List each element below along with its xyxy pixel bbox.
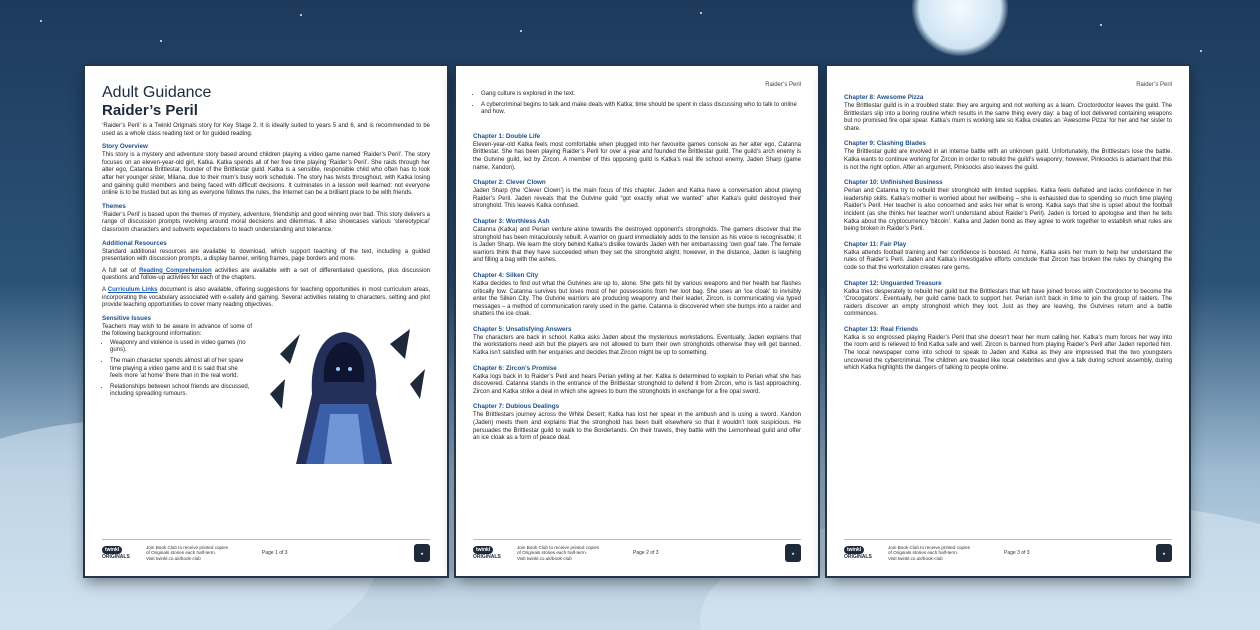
curriculum-links-paragraph [102,287,430,310]
moon [912,0,1008,56]
sensitive-text: Teachers may wish to be aware in advance of some of the following background information: [102,323,252,338]
document-page-1 [85,66,447,576]
chapter-heading: Chapter 6: Zircon’s Promise [473,364,557,372]
chapter-summary: Perian and Catanna try to rebuild their stronghold with limited supplies. Katka feels deflated and lacks confidence in her leadership skills. Katka’s mother is worried about her wellbeing – she is exhausted due to spending so much time playing Raider’s Peril. Her teacher is also concerned and asks her what is wrong. Katka says that she is upset about the football incident (as she thinks her teacher won’t understand about Raider’s Peril). Jaden is forced to apologise and then he tells Katka about the cryptocurrency ‘bitcoin’. Katka and Jaden bond as they agree to work together to establish what rules are being broken in Raider’s Peril. [844,188,1172,233]
chapter-heading: Chapter 13: Real Friends [844,325,919,333]
sensitive-section [102,324,430,466]
twinkl-originals-logo: twinkl ORIGINALS [102,547,130,560]
resources-text: Standard additional resources are available to download, which support teaching of the text, including a guided presentation with discussion prompts, a display banner, writing frames, page borders and more. [102,248,430,263]
reading-comprehension-link[interactable]: Reading Comprehension [139,267,212,274]
page-footer [844,539,1172,566]
intro-text: ‘Raider’s Peril’ is a Twinkl Originals story for Key Stage 2. It is ideally suited to years 5 and 6, and is recommended to be used as a whole class reading text or for guided reading. [102,123,430,137]
star [160,40,162,42]
chapter-summary: Catanna (Katka) and Perian venture alone towards the destroyed opponent’s strongholds. The gamers discover that the stronghold has been miraculously rebuilt. A warrior on guard immediately adds to the tension as his voice is recognisable; it is Jaden Sharp. We learn the story behind Katka’s dislike towards Jaden with her embarrassing ‘own goal’ tale. The female warriors think that they have succeeded when they set the stronghold alight; however, in the distance, Jaden is laughing and filling a bag with the ashes. [473,226,801,264]
chapter-summary: Katka decides to find out what the Gutvines are up to, alone. She gets hit by various weapons and her health bar flashes critically low. Catanna survives but loses most of her possessions from her loot bag. She uses an ‘ice cloak’ to invisibly enter the Silken City. The Gutvine warriors are producing weaponry and their leader, Zircon, is communicating via typed messages – a method of communication rarely used in the game. Catanna is discovered when she bumps into a raider and shatters the ice cloak. [473,280,801,318]
chapter-summary: Katka logs back in to Raider’s Peril and hears Perian yelling at her. Katka is determined to explain to Perian what she has discovered. Catanna stands in the entrance of the Brittlestar stronghold to defend it from Zircon, who is fast approaching. Zircon and Katka strike a deal in which she agrees to burn the strongholds in exchange for a fire opal sword. [473,373,801,395]
story-title: Raider’s Peril [102,102,198,119]
chapter-heading: Chapter 4: Silken City [473,271,539,279]
cl-text-before: A [102,286,108,293]
star [1200,50,1202,52]
star [700,12,702,14]
rc-text-after: activities are available with a set of differentiated questions, plus discussion questions and follow-up activities for each of the chapters. [102,267,430,282]
star [300,14,302,16]
hooded-figure-illustration [260,324,428,466]
running-head: Raider’s Peril [1136,82,1172,88]
themes-text: ‘Raider’s Peril’ is based upon the themes of mystery, adventure, friendship and good winning over bad. This story delivers a range of discussion prompts revolving around moral decisions and dilemmas. It also showcases various ‘stereotypical’ classroom characters and subverts expectations to teach understanding and tolerance. [102,211,430,233]
section-heading: Additional Resources [102,239,167,247]
list-item: • The main character spends almost all of her spare time playing a video game and it is said that she feels more ‘at home’ there than in the real world. [110,358,252,381]
chapter-summary: The Brittlestars journey across the White Desert; Katka has lost her spear in the ambush and is using a sword. Xandon (Jaden) meets them and explains that the stronghold has been built elsewhere so that it wouldn’t look suspicious. He persuades the Brittlestar guild to walk to the Borderlands. On their travels, they battle with the Lemonhead guild and offer an ice cloak as a form of peace deal. [473,412,801,442]
chapter-summary: The characters are back in school. Katka asks Jaden about the mysterious workstations. Eventually, Jaden explains that the workstations need ash but the players are not allowed to burn their own strongholds otherwise they will get banned. Katka isn’t satisfied with her enquiries and decides that Zircon might be up to something. [473,334,801,357]
chapter-summary: The Brittlestar guild are involved in an intense battle with an unknown guild. Unfortunately, the Brittlestars lose the battle. Katka wants to continue working for Zircon in order to rebuild the guild’s weaponry; however, Pinksocks is adamant that this is not the right option. After an argument, Pinksocks also leaves the guild. [844,149,1172,171]
book-club-note: Join Book Club to receive printed copies of Originals stories each half-term. Visit twinkl.co.uk/book-club [517,544,599,561]
chapter-heading: Chapter 8: Awesome Pizza [844,94,924,101]
curriculum-links-link[interactable]: Curriculum Links [107,286,158,293]
chapter-summary: The Brittlestar guild is in a troubled state: they are arguing and not working as a team. Croctordoctor leaves the guild. The Brittlestars slip into a boring routine which results in the same thing every day: a bag of loot delivered containing weapons but no promised fire opal spear. Katka’s mum is working late so Katka creates an ‘Awesome Pizza’ for her and her sister to share. [844,103,1172,132]
chapter-heading: Chapter 2: Clever Clown [473,179,546,187]
twinkl-originals-logo: twinkl ORIGINALS [473,547,501,560]
chapter-summary: Katka attends football training and her confidence is boosted. At home, Katka asks her mum to help her understand the rules of Raider’s Peril. Jaden and Katka’s investigative efforts conclude that Zircon has broken the rules by changing the code so that the workstation creates rare gems. [844,249,1172,271]
list-item: • Relationships between school friends are discussed, including spreading rumours. [110,384,252,399]
list-item: • A cybercriminal begins to talk and make deals with Katka; time should be spent in class discussing who to talk to online and how. [481,102,801,117]
chapter-heading: Chapter 7: Dubious Dealings [473,403,560,411]
badge-icon: ★ [785,544,801,562]
star [520,30,522,32]
chapter-heading: Chapter 3: Worthless Ash [473,217,550,225]
chapter-summary: Jaden Sharp (the ‘Clever Clown’) is the main focus of this chapter. Jaden and Katka have a conversation about playing Raider’s Peril. Jaden reveals that the Gutvine guild “got exactly what we wanted” after Katka’s guild destroyed their stronghold. This leaves Katka confused. [473,188,801,210]
chapter-heading: Chapter 5: Unsatisfying Answers [473,325,572,333]
document-page-2 [456,66,818,576]
chapter-summary: Eleven-year-old Katka feels most comfortable when plugged into her favourite games console as her alter ego, Catanna Brittlestar. She has been playing Raider’s Peril for over a year and founded the Brittlestar guild. The guild’s arch enemy is the Gutvine guild, led by Zircon. A member of this opposing guild is Katka’s real life school enemy, Jaden Sharp (game name, Xandon). [473,141,801,171]
chapter-heading: Chapter 9: Clashing Blades [844,140,926,148]
star [1100,24,1102,26]
star [40,20,42,22]
reading-comprehension-paragraph [102,268,430,283]
section-heading: Sensitive Issues [102,314,152,322]
book-club-note: Join Book Club to receive printed copies of Originals stories each half-term. Visit twinkl.co.uk/book-club [888,544,970,561]
page-number: Page 1 of 3 [262,550,288,556]
document-page-3 [827,66,1189,576]
badge-icon: ★ [414,544,430,562]
rc-text-before: A full set of [102,267,140,274]
page-title: Adult Guidance [102,84,212,101]
page-footer [473,539,801,566]
list-item: • Weaponry and violence is used in video games (no guns). [110,340,252,355]
chapter-summary: Katka tries desperately to rebuild her guild but the Brittlestars that left have joined forces with Croctordoctor to become the ‘Crocogators’. Eventually, her guild came back to support her. Perian isn’t back in time to join the group of raiders. The raiders discover an empty stronghold which they loot. Just as they are leaving, the Gutvines return and a battle commences. [844,288,1172,318]
cl-text-after: document is also available, offering suggestions for teaching opportunities in most curriculum areas, incorporating the vocabulary associated with e-safety and gaming. Several activities relating to characters, setting and plot provide teaching opportunities to cover many reading objectives. [102,286,431,309]
chapter-heading: Chapter 1: Double Life [473,132,541,140]
book-club-note: Join Book Club to receive printed copies of Originals stories each half-term. Visit twinkl.co.uk/book-club [146,544,228,561]
chapter-heading: Chapter 12: Unguarded Treasure [844,279,942,287]
page-number: Page 3 of 3 [1004,550,1030,556]
twinkl-originals-logo: twinkl ORIGINALS [844,547,872,560]
badge-icon: ★ [1156,544,1172,562]
section-heading: Story Overview [102,143,148,151]
chapter-heading: Chapter 11: Fair Play [844,240,907,248]
sensitive-list-continued [473,91,801,117]
page-number: Page 2 of 3 [633,550,659,556]
chapter-summary: Katka is so engrossed playing Raider’s Peril that she doesn’t hear her mum calling her. Katka’s mum forces her way into the room and is relieved to find Katka safe and well. Zircon is banned from playing Raider’s Peril after Jaden reported him. The local newspaper come into school to speak to Jaden and Katka as they are impressed that the two youngsters uncovered the cybercriminal. The children are treated like local celebrities and give a talk during school assembly, during which Katka highlights the dangers of talking to people online. [844,334,1172,372]
sensitive-list [102,340,252,399]
sensitive-text-column [102,324,252,466]
running-head: Raider’s Peril [765,82,801,88]
page-footer [102,539,430,566]
overview-text: This story is a mystery and adventure story based around children playing a video game named ‘Raider’s Peril’. The story focuses on an eleven-year-old girl, Katka. Katka spends all of her free time playing ‘Raider’s Peril’. She raids through her alter ego, Catanna Brittlestar, founder of the Brittlestar guild. Katka is a sensible, responsible child who often has to look after her younger sister, Milana, due to their mum’s busy work schedule. The story has twists throughout, with Katka losing and gaining guild members and being faced with difficult decisions. It culminates in a lesson well learned: not everyone online is to be trusted but as long as everyone follows the rules, the Internet can be a brilliant place to be with friends. [102,152,430,197]
list-item: • Gang culture is explored in the text. [481,91,801,99]
chapter-heading: Chapter 10: Unfinished Business [844,179,943,187]
section-heading: Themes [102,202,126,210]
